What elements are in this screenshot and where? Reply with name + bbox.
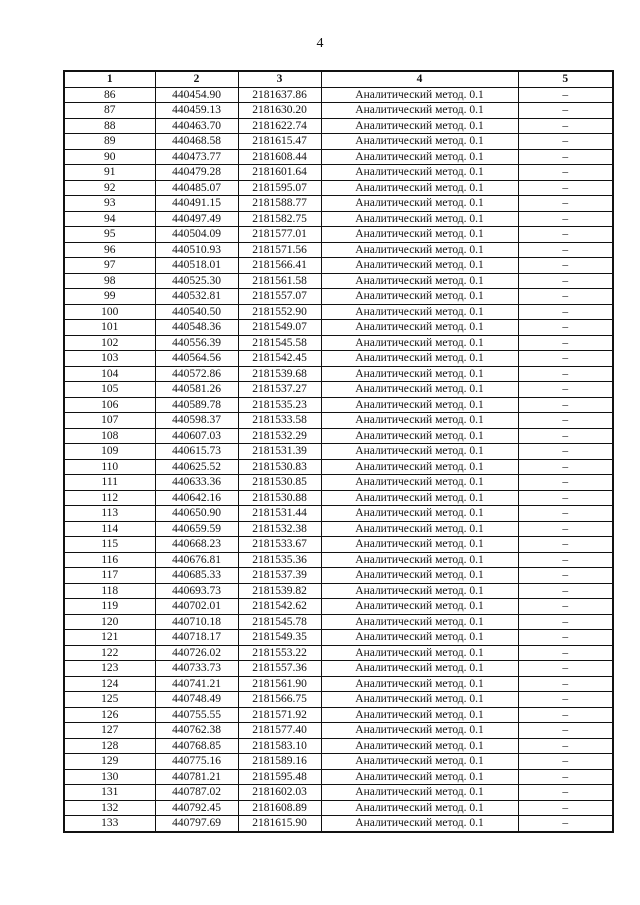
cell-x: 440540.50: [155, 304, 238, 320]
cell-x: 440491.15: [155, 196, 238, 212]
cell-point-number: 111: [64, 475, 155, 491]
cell-note: –: [518, 738, 613, 754]
cell-method: Аналитический метод. 0.1: [321, 366, 518, 382]
cell-note: –: [518, 149, 613, 165]
cell-method: Аналитический метод. 0.1: [321, 211, 518, 227]
cell-x: 440525.30: [155, 273, 238, 289]
cell-note: –: [518, 335, 613, 351]
cell-note: –: [518, 351, 613, 367]
table-row: [64, 444, 613, 460]
cell-point-number: 132: [64, 800, 155, 816]
cell-point-number: 127: [64, 723, 155, 739]
cell-method: Аналитический метод. 0.1: [321, 506, 518, 522]
cell-method: Аналитический метод. 0.1: [321, 723, 518, 739]
cell-method: Аналитический метод. 0.1: [321, 692, 518, 708]
cell-method: Аналитический метод. 0.1: [321, 661, 518, 677]
cell-point-number: 94: [64, 211, 155, 227]
cell-x: 440510.93: [155, 242, 238, 258]
cell-method: Аналитический метод. 0.1: [321, 630, 518, 646]
table-row: [64, 630, 613, 646]
cell-method: Аналитический метод. 0.1: [321, 428, 518, 444]
table-row: [64, 816, 613, 832]
table-row: [64, 211, 613, 227]
cell-y: 2181615.47: [238, 134, 321, 150]
cell-note: –: [518, 196, 613, 212]
cell-y: 2181557.36: [238, 661, 321, 677]
cell-note: –: [518, 614, 613, 630]
cell-x: 440504.09: [155, 227, 238, 243]
table-row: [64, 568, 613, 584]
cell-y: 2181566.75: [238, 692, 321, 708]
cell-y: 2181535.36: [238, 552, 321, 568]
table-row: [64, 304, 613, 320]
cell-point-number: 98: [64, 273, 155, 289]
cell-y: 2181615.90: [238, 816, 321, 832]
cell-x: 440473.77: [155, 149, 238, 165]
table-row: [64, 754, 613, 770]
cell-y: 2181571.56: [238, 242, 321, 258]
cell-x: 440625.52: [155, 459, 238, 475]
table-row: [64, 87, 613, 103]
cell-note: –: [518, 506, 613, 522]
cell-y: 2181531.39: [238, 444, 321, 460]
cell-y: 2181530.85: [238, 475, 321, 491]
cell-y: 2181595.48: [238, 769, 321, 785]
cell-y: 2181552.90: [238, 304, 321, 320]
table-row: [64, 599, 613, 615]
column-header-note: 5: [518, 71, 613, 87]
cell-note: –: [518, 211, 613, 227]
cell-method: Аналитический метод. 0.1: [321, 521, 518, 537]
cell-point-number: 91: [64, 165, 155, 181]
cell-method: Аналитический метод. 0.1: [321, 475, 518, 491]
cell-x: 440775.16: [155, 754, 238, 770]
table-row: [64, 273, 613, 289]
cell-method: Аналитический метод. 0.1: [321, 490, 518, 506]
cell-method: Аналитический метод. 0.1: [321, 816, 518, 832]
cell-y: 2181539.68: [238, 366, 321, 382]
cell-point-number: 86: [64, 87, 155, 103]
cell-y: 2181588.77: [238, 196, 321, 212]
cell-point-number: 126: [64, 707, 155, 723]
cell-x: 440532.81: [155, 289, 238, 305]
cell-point-number: 93: [64, 196, 155, 212]
column-header-x: 2: [155, 71, 238, 87]
table-row: [64, 645, 613, 661]
cell-point-number: 114: [64, 521, 155, 537]
cell-point-number: 120: [64, 614, 155, 630]
cell-method: Аналитический метод. 0.1: [321, 242, 518, 258]
cell-x: 440768.85: [155, 738, 238, 754]
cell-x: 440748.49: [155, 692, 238, 708]
cell-x: 440581.26: [155, 382, 238, 398]
cell-point-number: 131: [64, 785, 155, 801]
cell-note: –: [518, 413, 613, 429]
table-row: [64, 258, 613, 274]
cell-x: 440459.13: [155, 103, 238, 119]
cell-method: Аналитический метод. 0.1: [321, 196, 518, 212]
cell-note: –: [518, 630, 613, 646]
table-row: [64, 769, 613, 785]
table-row: [64, 382, 613, 398]
cell-note: –: [518, 289, 613, 305]
table-row: [64, 521, 613, 537]
cell-y: 2181577.40: [238, 723, 321, 739]
cell-note: –: [518, 552, 613, 568]
cell-method: Аналитический метод. 0.1: [321, 335, 518, 351]
cell-note: –: [518, 645, 613, 661]
cell-x: 440797.69: [155, 816, 238, 832]
cell-y: 2181542.45: [238, 351, 321, 367]
cell-note: –: [518, 537, 613, 553]
cell-point-number: 129: [64, 754, 155, 770]
cell-note: –: [518, 320, 613, 336]
cell-note: –: [518, 397, 613, 413]
cell-note: –: [518, 103, 613, 119]
cell-method: Аналитический метод. 0.1: [321, 118, 518, 134]
cell-x: 440762.38: [155, 723, 238, 739]
cell-y: 2181582.75: [238, 211, 321, 227]
table-row: [64, 692, 613, 708]
cell-y: 2181557.07: [238, 289, 321, 305]
cell-point-number: 101: [64, 320, 155, 336]
cell-method: Аналитический метод. 0.1: [321, 568, 518, 584]
table-row: [64, 180, 613, 196]
cell-x: 440463.70: [155, 118, 238, 134]
cell-x: 440702.01: [155, 599, 238, 615]
cell-point-number: 109: [64, 444, 155, 460]
cell-x: 440607.03: [155, 428, 238, 444]
cell-point-number: 92: [64, 180, 155, 196]
cell-point-number: 115: [64, 537, 155, 553]
cell-y: 2181589.16: [238, 754, 321, 770]
cell-point-number: 87: [64, 103, 155, 119]
cell-method: Аналитический метод. 0.1: [321, 165, 518, 181]
cell-note: –: [518, 723, 613, 739]
table-body: [64, 87, 613, 832]
cell-point-number: 104: [64, 366, 155, 382]
cell-y: 2181602.03: [238, 785, 321, 801]
cell-method: Аналитический метод. 0.1: [321, 552, 518, 568]
cell-y: 2181545.58: [238, 335, 321, 351]
cell-note: –: [518, 661, 613, 677]
table-row: [64, 134, 613, 150]
cell-x: 440642.16: [155, 490, 238, 506]
cell-note: –: [518, 366, 613, 382]
page-number: 4: [316, 36, 324, 51]
table-row: [64, 723, 613, 739]
cell-point-number: 113: [64, 506, 155, 522]
cell-y: 2181539.82: [238, 583, 321, 599]
table-row: [64, 583, 613, 599]
cell-point-number: 118: [64, 583, 155, 599]
cell-y: 2181622.74: [238, 118, 321, 134]
table-row: [64, 738, 613, 754]
cell-method: Аналитический метод. 0.1: [321, 444, 518, 460]
cell-method: Аналитический метод. 0.1: [321, 134, 518, 150]
cell-y: 2181561.90: [238, 676, 321, 692]
cell-method: Аналитический метод. 0.1: [321, 320, 518, 336]
table-row: [64, 614, 613, 630]
cell-method: Аналитический метод. 0.1: [321, 103, 518, 119]
table-row: [64, 475, 613, 491]
cell-y: 2181566.41: [238, 258, 321, 274]
cell-x: 440676.81: [155, 552, 238, 568]
cell-method: Аналитический метод. 0.1: [321, 537, 518, 553]
table-row: [64, 506, 613, 522]
cell-point-number: 121: [64, 630, 155, 646]
cell-point-number: 102: [64, 335, 155, 351]
cell-x: 440572.86: [155, 366, 238, 382]
cell-method: Аналитический метод. 0.1: [321, 599, 518, 615]
table-row: [64, 335, 613, 351]
cell-y: 2181535.23: [238, 397, 321, 413]
cell-x: 440693.73: [155, 583, 238, 599]
cell-method: Аналитический метод. 0.1: [321, 707, 518, 723]
table-row: [64, 661, 613, 677]
table-row: [64, 227, 613, 243]
column-header-method: 4: [321, 71, 518, 87]
table-row: [64, 149, 613, 165]
cell-note: –: [518, 134, 613, 150]
cell-method: Аналитический метод. 0.1: [321, 258, 518, 274]
cell-x: 440556.39: [155, 335, 238, 351]
cell-method: Аналитический метод. 0.1: [321, 413, 518, 429]
cell-y: 2181531.44: [238, 506, 321, 522]
cell-point-number: 123: [64, 661, 155, 677]
cell-x: 440598.37: [155, 413, 238, 429]
cell-x: 440518.01: [155, 258, 238, 274]
cell-point-number: 96: [64, 242, 155, 258]
cell-x: 440633.36: [155, 475, 238, 491]
table-row: [64, 537, 613, 553]
cell-point-number: 128: [64, 738, 155, 754]
cell-x: 440792.45: [155, 800, 238, 816]
table-row: [64, 366, 613, 382]
column-header-y: 3: [238, 71, 321, 87]
cell-method: Аналитический метод. 0.1: [321, 800, 518, 816]
cell-point-number: 116: [64, 552, 155, 568]
cell-y: 2181601.64: [238, 165, 321, 181]
cell-note: –: [518, 754, 613, 770]
cell-y: 2181545.78: [238, 614, 321, 630]
cell-x: 440685.33: [155, 568, 238, 584]
cell-method: Аналитический метод. 0.1: [321, 754, 518, 770]
table-row: [64, 351, 613, 367]
cell-point-number: 90: [64, 149, 155, 165]
table-row: [64, 320, 613, 336]
cell-y: 2181583.10: [238, 738, 321, 754]
cell-point-number: 112: [64, 490, 155, 506]
cell-note: –: [518, 118, 613, 134]
cell-point-number: 97: [64, 258, 155, 274]
cell-y: 2181608.44: [238, 149, 321, 165]
cell-note: –: [518, 676, 613, 692]
cell-x: 440726.02: [155, 645, 238, 661]
table-row: [64, 490, 613, 506]
cell-x: 440589.78: [155, 397, 238, 413]
cell-method: Аналитический метод. 0.1: [321, 149, 518, 165]
cell-y: 2181637.86: [238, 87, 321, 103]
table-row: [64, 428, 613, 444]
cell-note: –: [518, 568, 613, 584]
table-row: [64, 459, 613, 475]
table-row: [64, 242, 613, 258]
cell-y: 2181561.58: [238, 273, 321, 289]
cell-note: –: [518, 692, 613, 708]
table-row: [64, 103, 613, 119]
table-row: [64, 800, 613, 816]
cell-y: 2181533.67: [238, 537, 321, 553]
cell-method: Аналитический метод. 0.1: [321, 583, 518, 599]
cell-y: 2181533.58: [238, 413, 321, 429]
cell-note: –: [518, 785, 613, 801]
cell-x: 440548.36: [155, 320, 238, 336]
table-row: [64, 676, 613, 692]
cell-method: Аналитический метод. 0.1: [321, 227, 518, 243]
column-header-point-number: 1: [64, 71, 155, 87]
cell-point-number: 107: [64, 413, 155, 429]
cell-point-number: 110: [64, 459, 155, 475]
cell-method: Аналитический метод. 0.1: [321, 180, 518, 196]
cell-point-number: 119: [64, 599, 155, 615]
table-row: [64, 397, 613, 413]
cell-x: 440733.73: [155, 661, 238, 677]
table-row: [64, 289, 613, 305]
cell-x: 440479.28: [155, 165, 238, 181]
cell-point-number: 106: [64, 397, 155, 413]
cell-point-number: 117: [64, 568, 155, 584]
cell-x: 440650.90: [155, 506, 238, 522]
cell-y: 2181537.39: [238, 568, 321, 584]
cell-y: 2181530.83: [238, 459, 321, 475]
cell-note: –: [518, 769, 613, 785]
cell-point-number: 133: [64, 816, 155, 832]
cell-point-number: 125: [64, 692, 155, 708]
table-row: [64, 165, 613, 181]
cell-note: –: [518, 428, 613, 444]
cell-y: 2181553.22: [238, 645, 321, 661]
cell-x: 440741.21: [155, 676, 238, 692]
table-row: [64, 196, 613, 212]
table-row: [64, 413, 613, 429]
cell-note: –: [518, 583, 613, 599]
cell-method: Аналитический метод. 0.1: [321, 273, 518, 289]
cell-x: 440615.73: [155, 444, 238, 460]
cell-method: Аналитический метод. 0.1: [321, 738, 518, 754]
cell-method: Аналитический метод. 0.1: [321, 769, 518, 785]
cell-method: Аналитический метод. 0.1: [321, 382, 518, 398]
cell-note: –: [518, 800, 613, 816]
cell-x: 440454.90: [155, 87, 238, 103]
table-row: [64, 118, 613, 134]
cell-note: –: [518, 227, 613, 243]
cell-method: Аналитический метод. 0.1: [321, 397, 518, 413]
cell-method: Аналитический метод. 0.1: [321, 351, 518, 367]
cell-note: –: [518, 444, 613, 460]
cell-note: –: [518, 459, 613, 475]
cell-x: 440485.07: [155, 180, 238, 196]
cell-point-number: 88: [64, 118, 155, 134]
cell-x: 440468.58: [155, 134, 238, 150]
cell-point-number: 124: [64, 676, 155, 692]
cell-point-number: 95: [64, 227, 155, 243]
cell-method: Аналитический метод. 0.1: [321, 676, 518, 692]
cell-note: –: [518, 165, 613, 181]
cell-note: –: [518, 816, 613, 832]
cell-point-number: 105: [64, 382, 155, 398]
cell-y: 2181532.29: [238, 428, 321, 444]
cell-method: Аналитический метод. 0.1: [321, 645, 518, 661]
cell-note: –: [518, 707, 613, 723]
cell-note: –: [518, 87, 613, 103]
cell-note: –: [518, 490, 613, 506]
cell-point-number: 130: [64, 769, 155, 785]
table-row: [64, 552, 613, 568]
cell-y: 2181608.89: [238, 800, 321, 816]
cell-y: 2181549.35: [238, 630, 321, 646]
cell-note: –: [518, 382, 613, 398]
cell-point-number: 89: [64, 134, 155, 150]
cell-note: –: [518, 599, 613, 615]
cell-point-number: 100: [64, 304, 155, 320]
cell-note: –: [518, 304, 613, 320]
table-row: [64, 785, 613, 801]
cell-note: –: [518, 475, 613, 491]
cell-y: 2181577.01: [238, 227, 321, 243]
cell-note: –: [518, 180, 613, 196]
cell-x: 440668.23: [155, 537, 238, 553]
cell-method: Аналитический метод. 0.1: [321, 614, 518, 630]
cell-y: 2181530.88: [238, 490, 321, 506]
cell-x: 440497.49: [155, 211, 238, 227]
cell-method: Аналитический метод. 0.1: [321, 87, 518, 103]
cell-method: Аналитический метод. 0.1: [321, 304, 518, 320]
cell-x: 440564.56: [155, 351, 238, 367]
cell-note: –: [518, 242, 613, 258]
cell-point-number: 108: [64, 428, 155, 444]
cell-y: 2181595.07: [238, 180, 321, 196]
cell-y: 2181630.20: [238, 103, 321, 119]
cell-note: –: [518, 273, 613, 289]
cell-x: 440718.17: [155, 630, 238, 646]
cell-y: 2181549.07: [238, 320, 321, 336]
cell-y: 2181532.38: [238, 521, 321, 537]
cell-x: 440755.55: [155, 707, 238, 723]
table-row: [64, 707, 613, 723]
cell-x: 440659.59: [155, 521, 238, 537]
cell-note: –: [518, 521, 613, 537]
cell-point-number: 122: [64, 645, 155, 661]
coordinates-table: [63, 70, 614, 833]
cell-point-number: 103: [64, 351, 155, 367]
cell-note: –: [518, 258, 613, 274]
cell-y: 2181571.92: [238, 707, 321, 723]
cell-method: Аналитический метод. 0.1: [321, 459, 518, 475]
cell-method: Аналитический метод. 0.1: [321, 785, 518, 801]
cell-y: 2181542.62: [238, 599, 321, 615]
cell-point-number: 99: [64, 289, 155, 305]
cell-x: 440781.21: [155, 769, 238, 785]
cell-x: 440787.02: [155, 785, 238, 801]
cell-x: 440710.18: [155, 614, 238, 630]
cell-method: Аналитический метод. 0.1: [321, 289, 518, 305]
table-header-row: [64, 71, 613, 87]
cell-y: 2181537.27: [238, 382, 321, 398]
